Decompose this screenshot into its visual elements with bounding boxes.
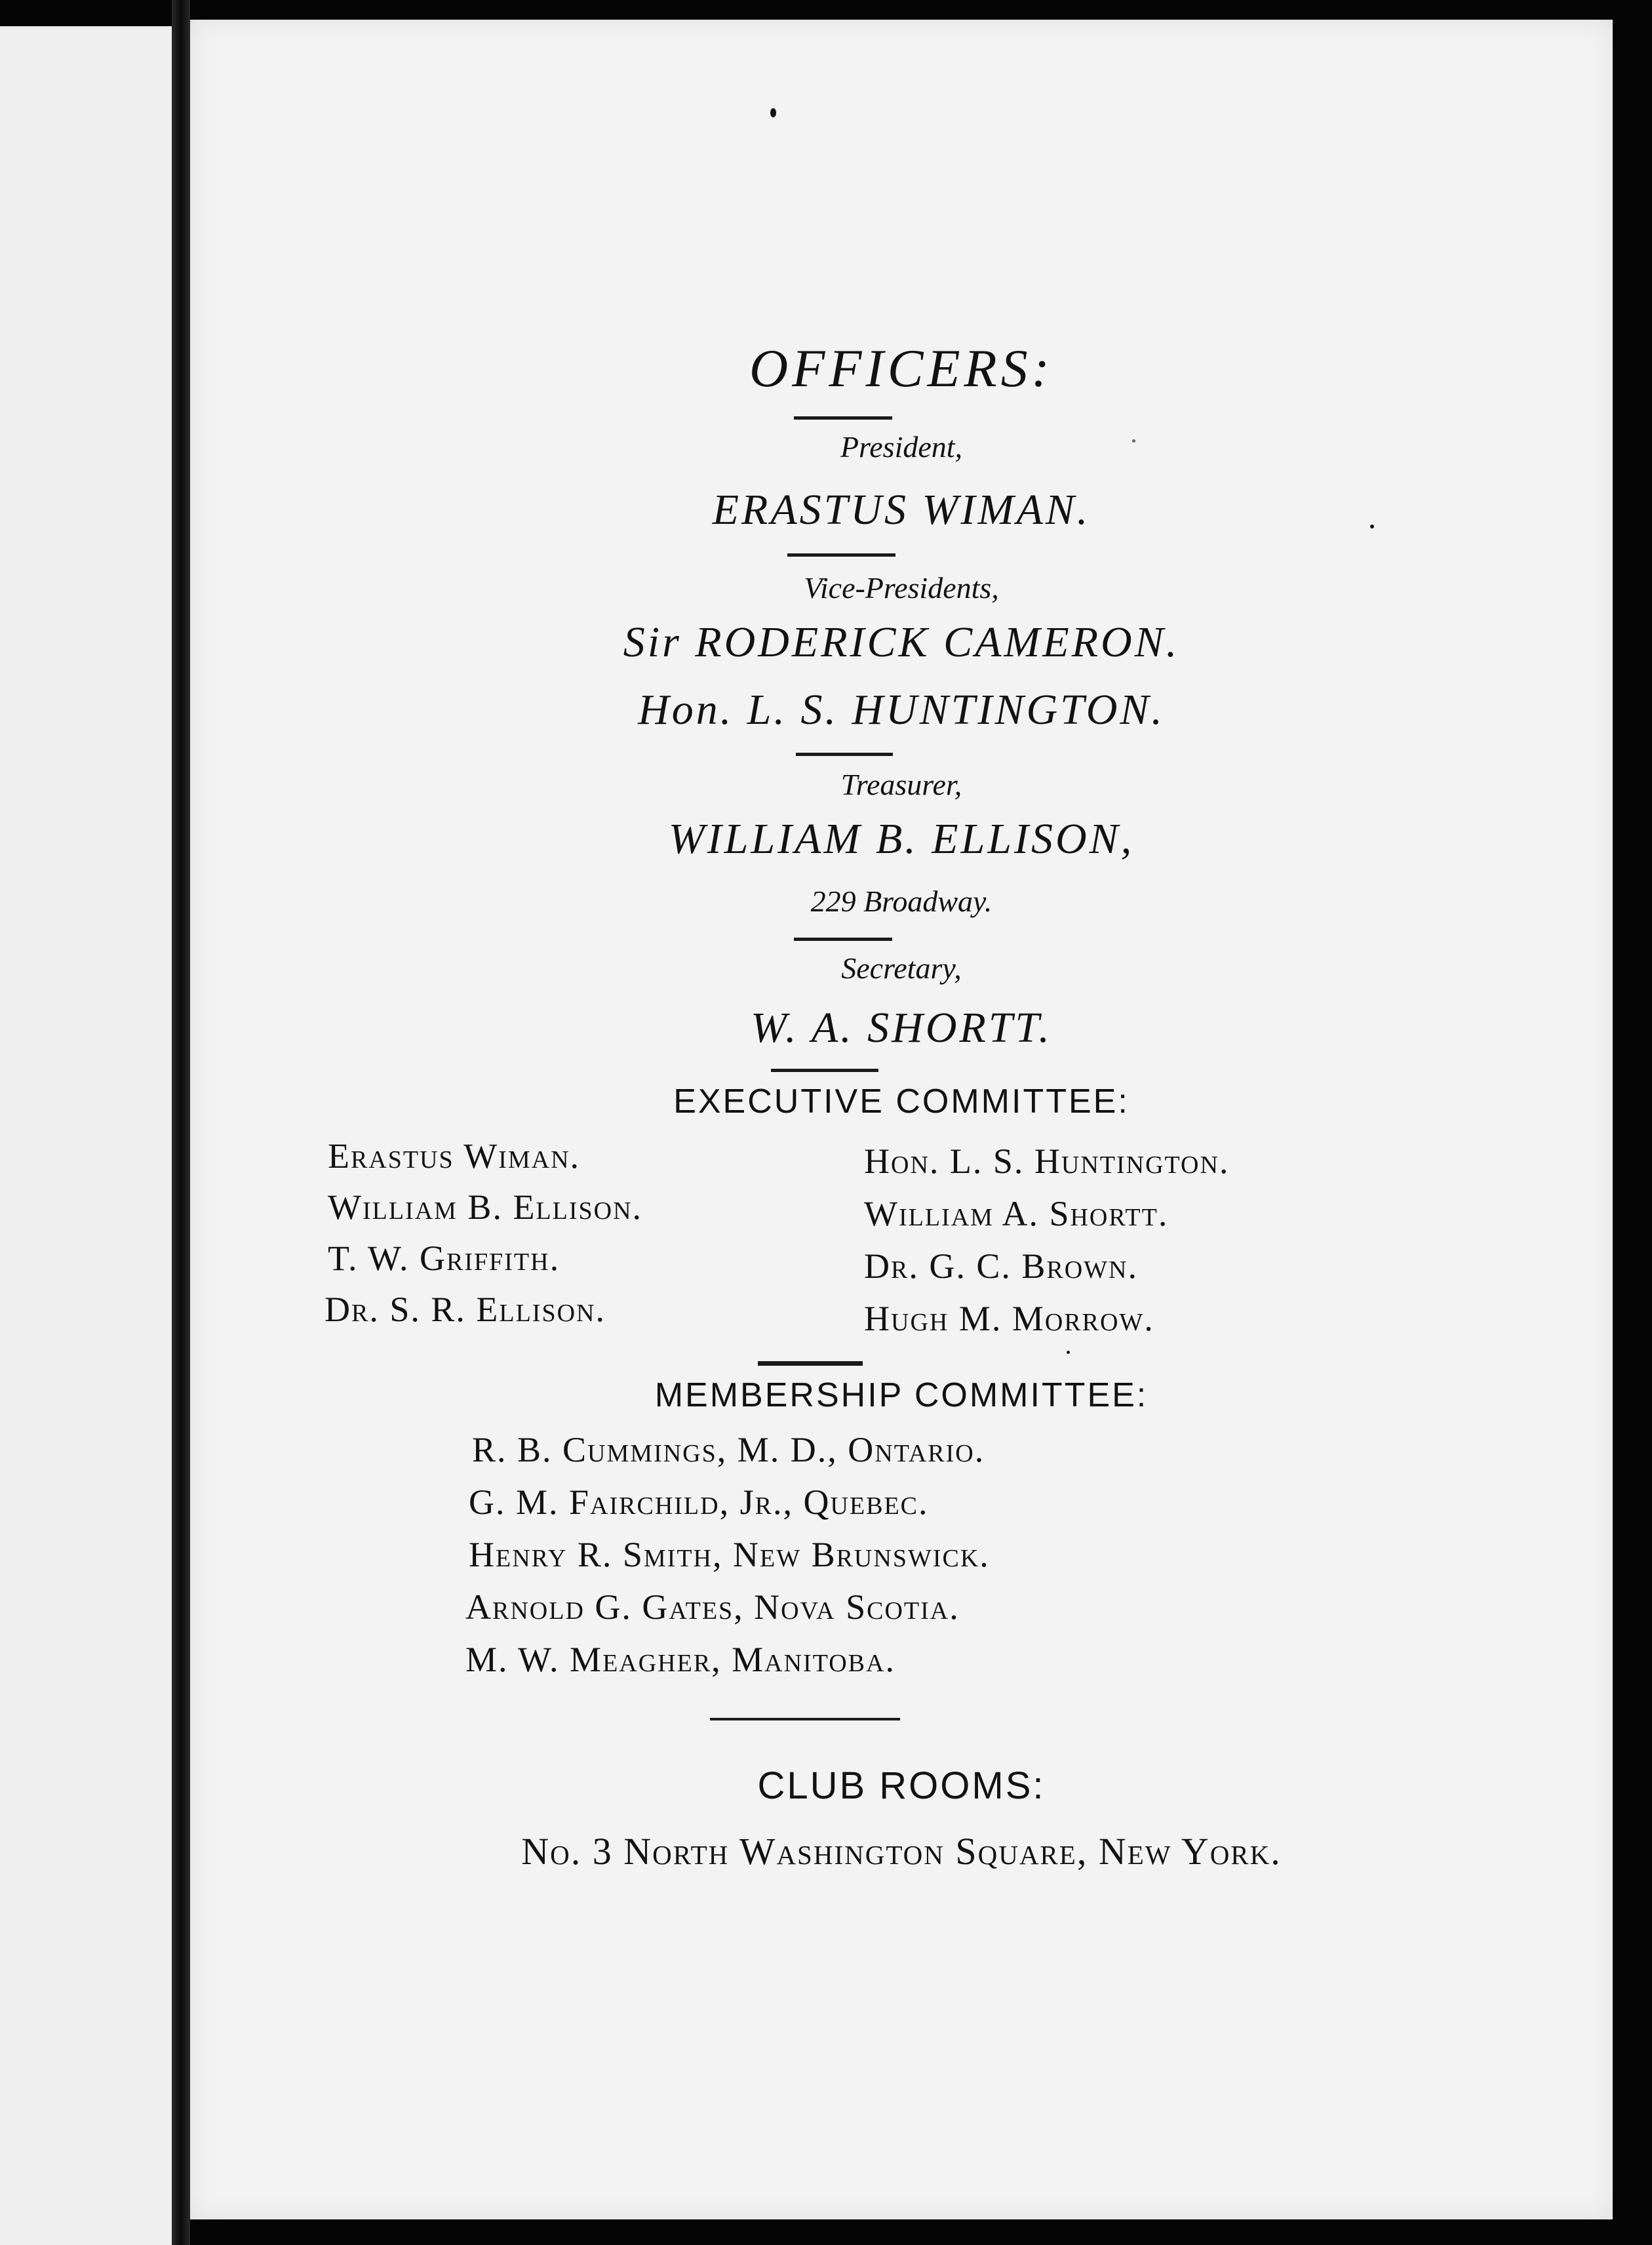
executive-committee-heading: EXECUTIVE COMMITTEE: xyxy=(673,1083,1130,1121)
divider-rule xyxy=(794,416,892,420)
executive-member: Hugh M. Morrow. xyxy=(864,1299,1154,1338)
executive-member: William B. Ellison. xyxy=(328,1187,643,1227)
vice-presidents-role: Vice-Presidents, xyxy=(804,571,999,605)
page-content xyxy=(190,20,1613,2219)
treasurer-name: WILLIAM B. ELLISON, xyxy=(668,815,1135,863)
executive-member: Erastus Wiman. xyxy=(328,1136,581,1176)
scan-speck xyxy=(770,108,776,117)
divider-rule xyxy=(794,938,892,941)
divider-rule xyxy=(787,553,895,557)
membership-member: G. M. Fairchild, Jr., Quebec. xyxy=(469,1482,929,1522)
treasurer-address: 229 Broadway. xyxy=(810,884,993,918)
scan-speck xyxy=(1370,525,1374,528)
treasurer-role: Treasurer, xyxy=(840,768,962,801)
executive-member: Hon. L. S. Huntington. xyxy=(864,1142,1230,1181)
divider-rule xyxy=(710,1718,900,1720)
scan-speck xyxy=(1132,439,1135,443)
secretary-role: Secretary, xyxy=(841,951,962,985)
membership-member: M. W. Meagher, Manitoba. xyxy=(465,1640,895,1679)
facing-page-edge xyxy=(0,26,172,2245)
vice-president-name-1: Sir RODERICK CAMERON. xyxy=(623,618,1180,666)
club-rooms-address: No. 3 North Washington Square, New York. xyxy=(521,1830,1282,1873)
document-page xyxy=(190,20,1613,2219)
president-name: ERASTUS WIMAN. xyxy=(712,486,1091,534)
membership-member: Arnold G. Gates, Nova Scotia. xyxy=(465,1587,960,1627)
scan-speck xyxy=(1067,1351,1070,1354)
executive-member: T. W. Griffith. xyxy=(328,1239,560,1278)
book-gutter xyxy=(172,0,190,2245)
divider-rule xyxy=(758,1361,863,1366)
executive-member: Dr. G. C. Brown. xyxy=(864,1246,1138,1286)
club-rooms-heading: CLUB ROOMS: xyxy=(757,1764,1046,1807)
officers-title: OFFICERS: xyxy=(749,338,1053,398)
secretary-name: W. A. SHORTT. xyxy=(751,1004,1052,1052)
divider-rule xyxy=(796,753,893,756)
executive-member: William A. Shortt. xyxy=(864,1194,1169,1233)
membership-member: Henry R. Smith, New Brunswick. xyxy=(469,1535,990,1574)
membership-committee-heading: MEMBERSHIP COMMITTEE: xyxy=(654,1376,1149,1414)
executive-member: Dr. S. R. Ellison. xyxy=(324,1290,606,1329)
vice-president-name-2: Hon. L. S. HUNTINGTON. xyxy=(638,686,1165,734)
president-role: President, xyxy=(840,430,963,464)
membership-member: R. B. Cummings, M. D., Ontario. xyxy=(472,1430,985,1469)
divider-rule xyxy=(771,1069,878,1072)
